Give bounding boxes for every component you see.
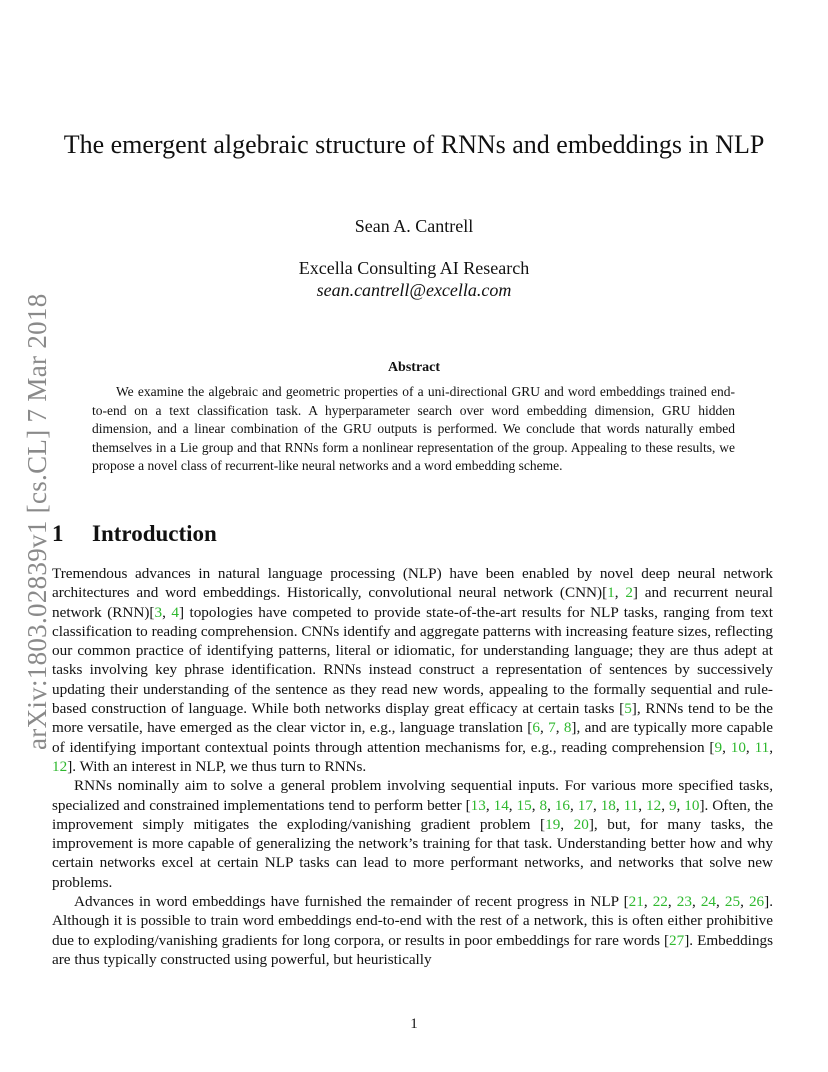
paper-title: The emergent algebraic structure of RNNs and embeddings in NLP [63,130,765,159]
citation-link[interactable]: 27 [669,931,685,949]
paragraph-text: ]. Often, the improvement simply mitigates the exploding/vanishing gradient problem [ [52,796,774,833]
section-heading [52,521,217,547]
arxiv-stamp: arXiv:1803.02839v1 [cs.CL] 7 Mar 2018 [22,293,52,750]
paragraph-text: , [615,796,624,814]
citation-link[interactable]: 5 [624,700,632,718]
citation-link[interactable]: 10 [730,738,746,756]
paragraph-text: ], but, for many tasks, the improvement is more capable of generalizing the network’s training for that task. Understanding better how and why certain networks excel at certain NLP tasks can lead to more performant networks, and networks that solve new problems. [52,815,774,891]
citation-link[interactable]: 12 [52,757,68,775]
paragraph-text: , [592,796,601,814]
citation-link[interactable]: 8 [539,796,548,814]
abstract-text: We examine the algebraic and geometric properties of a uni-directional GRU and word embeddings trained end-to-end on a text classification task. A hyperparameter search over word embedding dimension, GRU hidden dimension, and a linear combination of the GRU outputs is performed. We conclude that words naturally embed themselves in a Lie group and that RNNs form a nonlinear representation of the group. Appealing to these results, we propose a novel class of recurrent-like neural networks and a word embedding scheme. [92,384,735,474]
paragraph-text: , [661,796,669,814]
citation-link[interactable]: 14 [493,796,509,814]
section-title: Introduction [92,521,217,546]
paragraph-text: , [162,603,172,621]
citation-link[interactable]: 11 [754,738,770,756]
author-email[interactable]: sean.cantrell@excella.com [316,280,512,300]
citation-link[interactable]: 13 [470,796,486,814]
paragraph-text: Tremendous advances in natural language processing (NLP) have been enabled by novel deep neural network architectures and word embeddings. Historically, convolutional neural network (CNN)[ [52,565,773,602]
paragraph-text: ] and recurrent neural network (RNN)[ [52,584,773,621]
paragraph-text: ], and are typically more capable of identifying important contextual points through attention mechanisms for, e.g., reading comprehension [ [52,719,774,756]
paragraph-text: , [531,796,540,814]
affiliation-block [0,257,828,301]
citation-link[interactable]: 9 [714,738,723,756]
citation-link[interactable]: 8 [563,719,572,737]
citation-link[interactable]: 20 [573,815,589,833]
citation-link[interactable]: 15 [516,796,532,814]
citation-link[interactable]: 10 [684,796,700,814]
paragraph-text: Advances in word embeddings have furnished the remainder of recent progress in NLP [ [74,893,629,911]
affiliation: Excella Consulting AI Research [298,258,530,278]
paragraph-text: , [638,796,646,814]
paragraph-text: , [691,893,701,911]
citation-link[interactable]: 3 [154,603,163,621]
paragraph-text: , [614,584,626,602]
paragraph-text: , [769,738,773,756]
citation-link[interactable]: 16 [554,796,570,814]
paragraph [52,564,773,776]
citation-link[interactable]: 6 [532,719,540,737]
paragraph-text: , [485,796,494,814]
citation-link[interactable]: 26 [748,893,765,911]
citation-link[interactable]: 11 [623,796,639,814]
paragraph-text: , [560,815,574,833]
paragraph-text: , [555,719,564,737]
body-text [52,564,773,969]
citation-link[interactable]: 4 [171,603,179,621]
paragraph-text: , [539,719,549,737]
citation-link[interactable]: 19 [545,815,561,833]
citation-link[interactable]: 23 [676,893,692,911]
page-number: 1 [410,1016,418,1032]
citation-link[interactable]: 21 [628,893,644,911]
paragraph-text: , [716,893,725,911]
paragraph-text: , [740,893,749,911]
paragraph-text: ], RNNs tend to be the more versatile, have emerged as the clear victor in, e.g., language translation [ [52,700,773,737]
citation-link[interactable]: 25 [724,893,741,911]
paragraph-text: RNNs nominally aim to solve a general problem involving sequential inputs. For various more specified tasks, specialized and constrained implementations tend to perform better [ [52,777,773,814]
paragraph-text: , [722,738,731,756]
paragraph-text: , [667,893,677,911]
section-number: 1 [52,521,64,546]
paragraph-text: , [547,796,555,814]
citation-link[interactable]: 9 [668,796,677,814]
citation-link[interactable]: 22 [652,893,668,911]
citation-link[interactable]: 12 [646,796,662,814]
citation-link[interactable]: 17 [577,796,593,814]
abstract-heading: Abstract [387,360,441,375]
paragraph-text: ]. Although it is possible to train word embeddings end-to-end with the rest of a network, this is often either prohibitive due to exploding/vanishing gradients for long corpora, or results in poor embeddings for rare words [ [52,893,773,949]
paragraph [52,892,773,969]
paragraph-text: , [643,893,653,911]
paragraph-text: , [508,796,517,814]
paragraph [52,776,773,892]
author-name: Sean A. Cantrell [354,216,474,236]
paragraph-text: ]. With an interest in NLP, we thus turn to RNNs. [67,757,367,775]
citation-link[interactable]: 2 [625,584,633,602]
paragraph-text: ] topologies have competed to provide state-of-the-art results for NLP tasks, ranging from text classification to reading comprehension. CNNs identify and aggregate patterns with increasing feature sizes, reflecting our common practice of identifying patterns, literal or idiomatic, for understanding language; they are thus adept at tasks involving key phrase identification. RNNs instead construct a representation of sentences by successively updating their understanding of the sentence as they read new words, appealing to the formally sequential and rule-based construction of language. While both networks display great efficacy at certain tasks [ [52,603,773,718]
citation-link[interactable]: 1 [607,584,615,602]
citation-link[interactable]: 7 [548,719,556,737]
paragraph-text: , [676,796,685,814]
paragraph-text: ]. Embeddings are thus typically constructed using powerful, but heuristically [52,931,773,968]
citation-link[interactable]: 24 [700,893,717,911]
citation-link[interactable]: 18 [600,796,616,814]
paragraph-text: , [745,738,755,756]
paragraph-text: , [570,796,578,814]
